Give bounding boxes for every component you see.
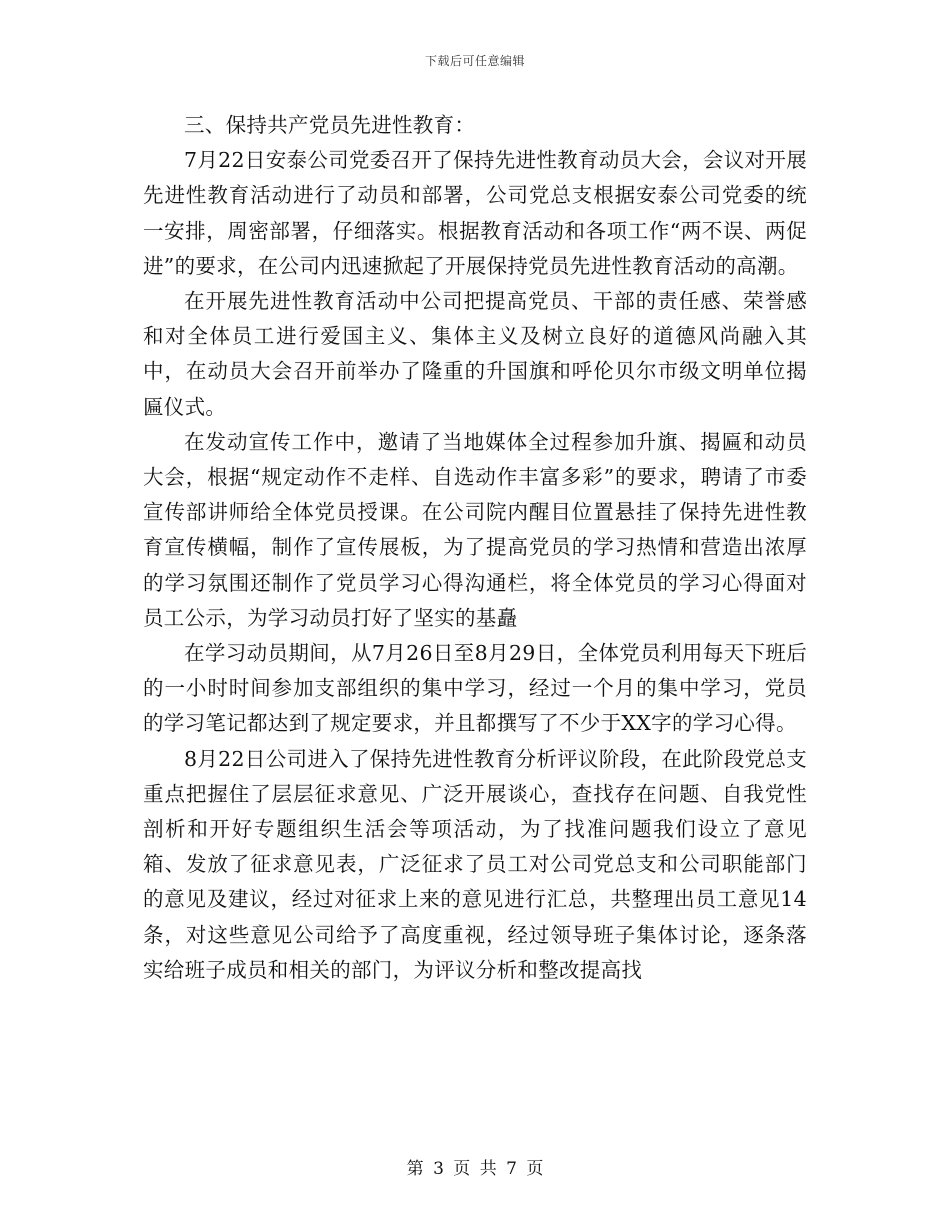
page-number-footer: 第 3 页 共 7 页 (406, 1159, 544, 1179)
body-paragraph: 在开展先进性教育活动中公司把提高党员、干部的责任感、荣誉感和对全体员工进行爱国主义、集体主义及树立良好的道德风尚融入其中，在动员大会召开前举办了隆重的升国旗和呼伦贝尔市级文明单位揭匾仪式。 (143, 289, 807, 419)
body-paragraph: 7月22日安泰公司党委召开了保持先进性教育动员大会，会议对开展先进性教育活动进行了动员和部署，公司党总支根据安泰公司党委的统一安排，周密部署，仔细落实。根据教育活动和各项工作“两不误、两促进”的要求，在公司内迅速掀起了开展保持党员先进性教育活动的高潮。 (143, 148, 807, 278)
section-heading: 三、保持共产党员先进性教育： (184, 113, 476, 137)
body-paragraph: 在发动宣传工作中，邀请了当地媒体全过程参加升旗、揭匾和动员大会，根据“规定动作不走样、自选动作丰富多彩”的要求，聘请了市委宣传部讲师给全体党员授课。在公司院内醒目位置悬挂了保持先进性教育宣传横幅，制作了宣传展板，为了提高党员的学习热情和营造出浓厚的学习氛围还制作了党员学习心得沟通栏，将全体党员的学习心得面对员工公示，为学习动员打好了坚实的基矗 (143, 429, 807, 630)
body-paragraph: 在学习动员期间，从7月26日至8月29日，全体党员利用每天下班后的一小时时间参加支部组织的集中学习，经过一个月的集中学习，党员的学习笔记都达到了规定要求，并且都撰写了不少于XX字的学习心得。 (143, 641, 807, 736)
body-paragraph: 8月22日公司进入了保持先进性教育分析评议阶段，在此阶段党总支重点把握住了层层征求意见、广泛开展谈心，查找存在问题、自我党性剖析和开好专题组织生活会等项活动，为了找准问题我们设立了意见箱、发放了征求意见表，广泛征求了员工对公司党总支和公司职能部门的意见及建议，经过对征求上来的意见进行汇总，共整理出员工意见14条，对这些意见公司给予了高度重视，经过领导班子集体讨论，逐条落实给班子成员和相关的部门，为评议分析和整改提高找 (143, 746, 807, 982)
document-body (143, 108, 807, 988)
page-header-note: 下载后可任意编辑 (424, 54, 525, 68)
